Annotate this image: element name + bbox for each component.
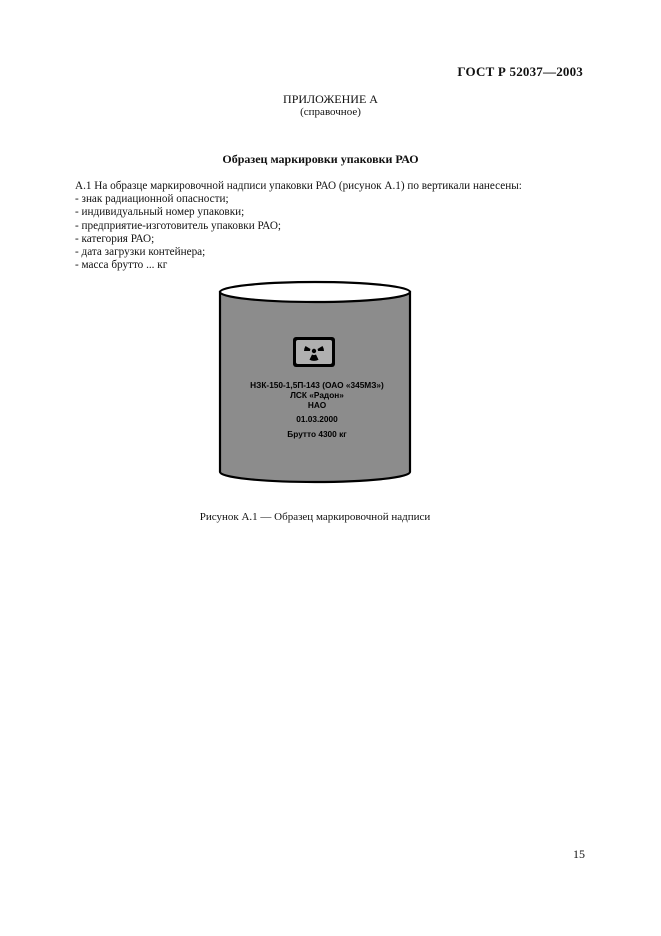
list-item: - знак радиационной опасности; [75, 193, 229, 205]
appendix-title: ПРИЛОЖЕНИЕ А [283, 92, 378, 106]
list-item: - категория РАО; [75, 232, 155, 245]
list-item: - предприятие-изготовитель упаковки РАО; [75, 219, 282, 232]
figure-caption: Рисунок А.1 — Образец маркировочной надписи [199, 511, 431, 523]
label-gross-mass: Брутто 4300 кг [287, 429, 347, 439]
list-item: - дата загрузки контейнера; [75, 246, 206, 259]
section-heading: Образец маркировки упаковки РАО [222, 152, 419, 166]
drum-lid [220, 282, 410, 302]
intro-paragraph: А.1 На образце маркировочной надписи упаковки РАО (рисунок А.1) по вертикали нанесены: [75, 180, 522, 192]
list-item: - индивидуальный номер упаковки; [75, 206, 245, 219]
list-item: - масса брутто ... кг [75, 259, 168, 272]
label-package-number: НЗК-150-1,5П-143 (ОАО «345МЗ») [250, 380, 384, 390]
document-code: ГОСТ Р 52037—2003 [457, 64, 583, 79]
radiation-hazard-icon [293, 337, 335, 367]
label-manufacturer: ЛСК «Радон» [290, 390, 344, 400]
label-waste-category: НАО [307, 400, 327, 410]
marking-items-list [75, 193, 281, 273]
page-number: 15 [573, 847, 585, 861]
appendix-subtitle: (справочное) [300, 106, 361, 118]
appendix-heading [0, 93, 661, 119]
label-load-date: 01.03.2000 [296, 414, 338, 424]
